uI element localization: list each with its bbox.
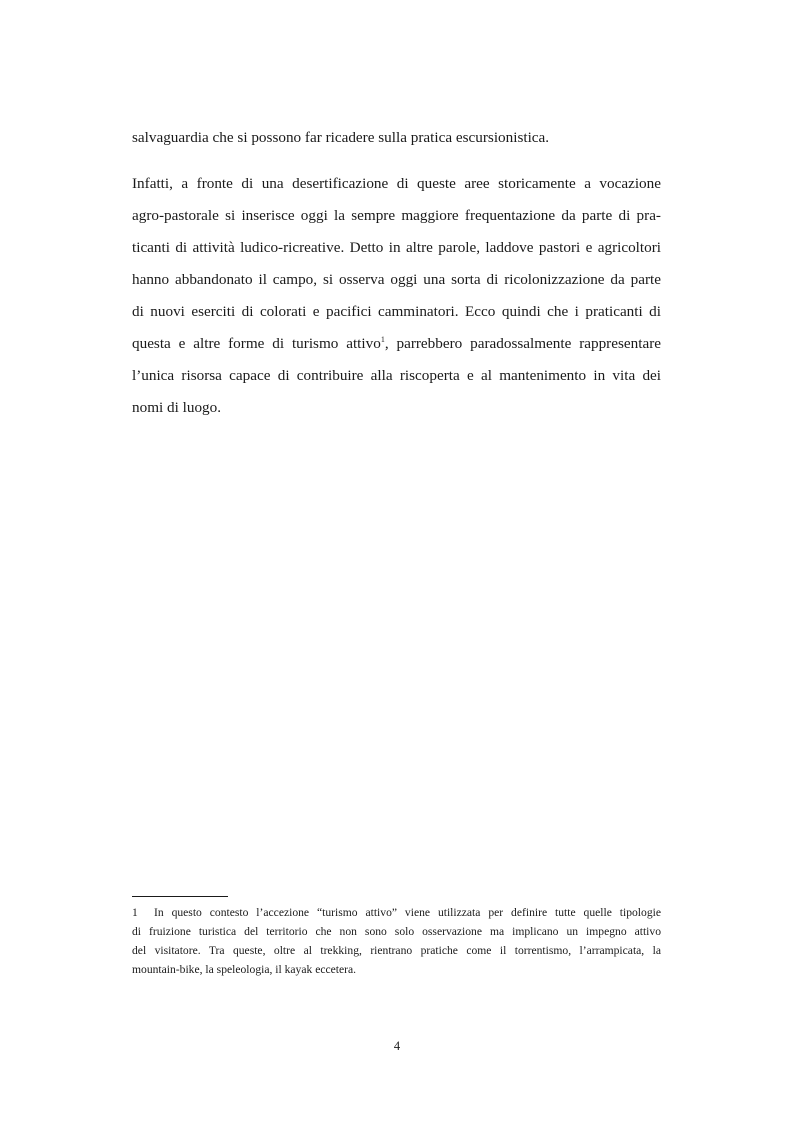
paragraph-2-line-5: di nuovi eserciti di colorati e pacifici camminatori. Ecco quindi che i praticanti di [132,303,661,320]
line-6-text-before-ref: questa e altre forme di turismo attivo [132,335,381,352]
paragraph-2-line-8: nomi di luogo. [132,399,222,416]
footnote-number: 1 [132,906,138,919]
paragraph-1-line-1: salvaguardia che si possono far ricadere sulla pratica escursionistica. [132,129,550,146]
paragraph-2-line-3: ticanti di attività ludico-ricreative. Detto in altre parole, laddove pastori e agricoltori [132,239,661,256]
footnote-line-1-text: In questo contesto l’accezione “turismo attivo” viene utilizzata per definire tutte quelle tipologie [154,906,661,919]
footnote-line-1 [132,905,661,921]
paragraph-2-line-2: agro-pastorale si inserisce oggi la sempre maggiore frequentazione da parte di pra- [132,207,661,224]
footnote-line-3: del visitatore. Tra queste, oltre al trekking, rientrano pratiche come il torrentismo, l’arrampicata, la [132,944,661,957]
paragraph-2-line-4: hanno abbandonato il campo, si osserva oggi una sorta di ricolonizzazione da parte [132,271,661,288]
footnote-separator [132,896,228,897]
paragraph-2-line-6 [132,334,661,354]
footnote-reference[interactable]: 1 [380,335,385,344]
paragraph-2-line-1: Infatti, a fronte di una desertificazione di queste aree storicamente a vocazione [132,175,661,192]
page-number: 4 [393,1039,401,1053]
line-6-text-after-ref: , parrebbero paradossalmente rappresentare [384,335,661,352]
footnote-line-4: mountain-bike, la speleologia, il kayak eccetera. [132,963,357,976]
paragraph-2-line-7: l’unica risorsa capace di contribuire alla riscoperta e al mantenimento in vita dei [132,367,661,384]
footnote-line-2: di fruizione turistica del territorio che non sono solo osservazione ma implicano un impegno attivo [132,925,661,938]
